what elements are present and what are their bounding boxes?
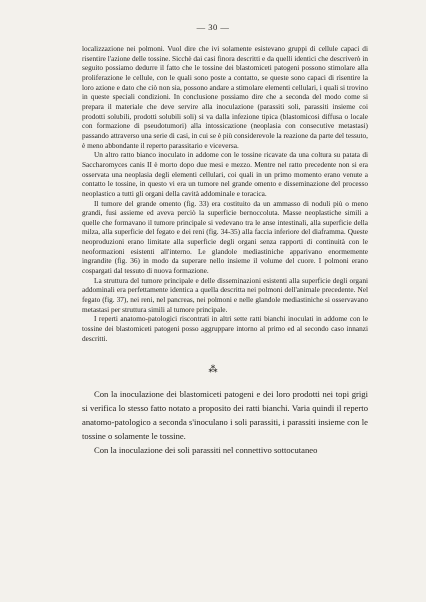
paragraph-4: La struttura del tumore principale e delle disseminazioni esistenti alla superficie degli organi addominali era perfettamente identica a quella descritta nei polmoni dell'animale precedente. Nel fegato (fig. 37), nei reni, nel pancreas, nei polmoni e nelle glandole mediastiniche si osservavano metastasi per struttura simili al tumore principale.	[82, 275, 368, 314]
paragraph-5: I reperti anatomo-patologici riscontrati in altri sette ratti bianchi inoculati in addome con le tossine dei blastomiceti patogeni posso aggruppare intorno al primo ed al secondo caso innanzi descritti.	[82, 314, 368, 343]
large-paragraph-1: Con la inoculazione dei blastomiceti patogeni e dei loro prodotti nei topi grigi si verifica lo stesso fatto notato a proposito dei ratti bianchi. Varia quindi il reperto anatomo-patologico a seconda s'inoculano i soli parassiti, i parassiti insieme con le tossine o solamente le tossine.	[82, 389, 368, 441]
large-text-block	[82, 387, 368, 457]
small-text-block	[82, 44, 368, 343]
paragraph-3: Il tumore del grande omento (fig. 33) era costituito da un ammasso di noduli più o meno grandi, fusi assieme ed aveva perciò la superficie bernoccoluta. Masse neoplastiche simili a quelle che formavano il tumore principale si vedevano tra le anse intestinali, alla superficie della milza, alla superficie del fegato e dei reni (fig. 34-35) alla faccia inferiore del diaframma. Queste neoproduzioni erano limitate alla superficie degli organi senza rapporti di continuità con le neoformazioni esistenti all'interno. Le glandole mediastiniche apparivano enormemente ingrandite (fig. 36) in modo da superare nello insieme il volume del cuore. I polmoni erano cospargati dal tessuto di nuova formazione.	[82, 198, 368, 276]
page-number: — 30 —	[196, 22, 230, 32]
paragraph-2: Un altro ratto bianco inoculato in addome con le tossine ricavate da una coltura su patata di Saccharomyces canis II è morto dopo due mesi e mezzo. Mentre nel ratto precedente non si era osservata una neoplasia degli elementi cellulari, coi quali in un primo momento erano venute a contatto le tossine, in questo vi era un tumore nel grande omento e disseminazione del processo neoplastico a tutti gli organi della cavità addominale e toracica.	[82, 150, 368, 198]
section-separator-asterism: ⁂	[208, 364, 218, 374]
paragraph-1: localizzazione nei polmoni. Vuol dire che ivi solamente esistevano gruppi di cellule capaci di risentire l'azione delle tossine. Sicchè dai casi finora descritti e da quelli identici che descriverò in seguito possiamo dedurre il fatto che le tossine dei blastomiceti patogeni possono stimolare alla proliferazione le cellule, con le quali sono poste a contatto, se queste sono capaci di risentire la loro azione e dato che ciò non sia, possono andare a stimolare elementi cellulari, i quali si trovino in queste speciali condizioni. In conclusione possiamo dire che a seconda del modo come si prepara il materiale che deve servire alla inoculazione (parassiti soli, parassiti insieme coi prodotti solubili, prodotti solubili soli) si va dalla infezione tipica (blastomicosi diffusa o locale con formazione di pseudotumori) alla intossicazione (neoplasia con consecutive metastasi) passando attraverso una serie di casi, in cui se è più considerevole la reazione da parte del tessuto, è meno abbondante il reperto parassitario e viceversa.	[82, 44, 368, 150]
large-paragraph-2: Con la inoculazione dei soli parassiti nel connettivo sottocutaneo	[94, 445, 318, 455]
